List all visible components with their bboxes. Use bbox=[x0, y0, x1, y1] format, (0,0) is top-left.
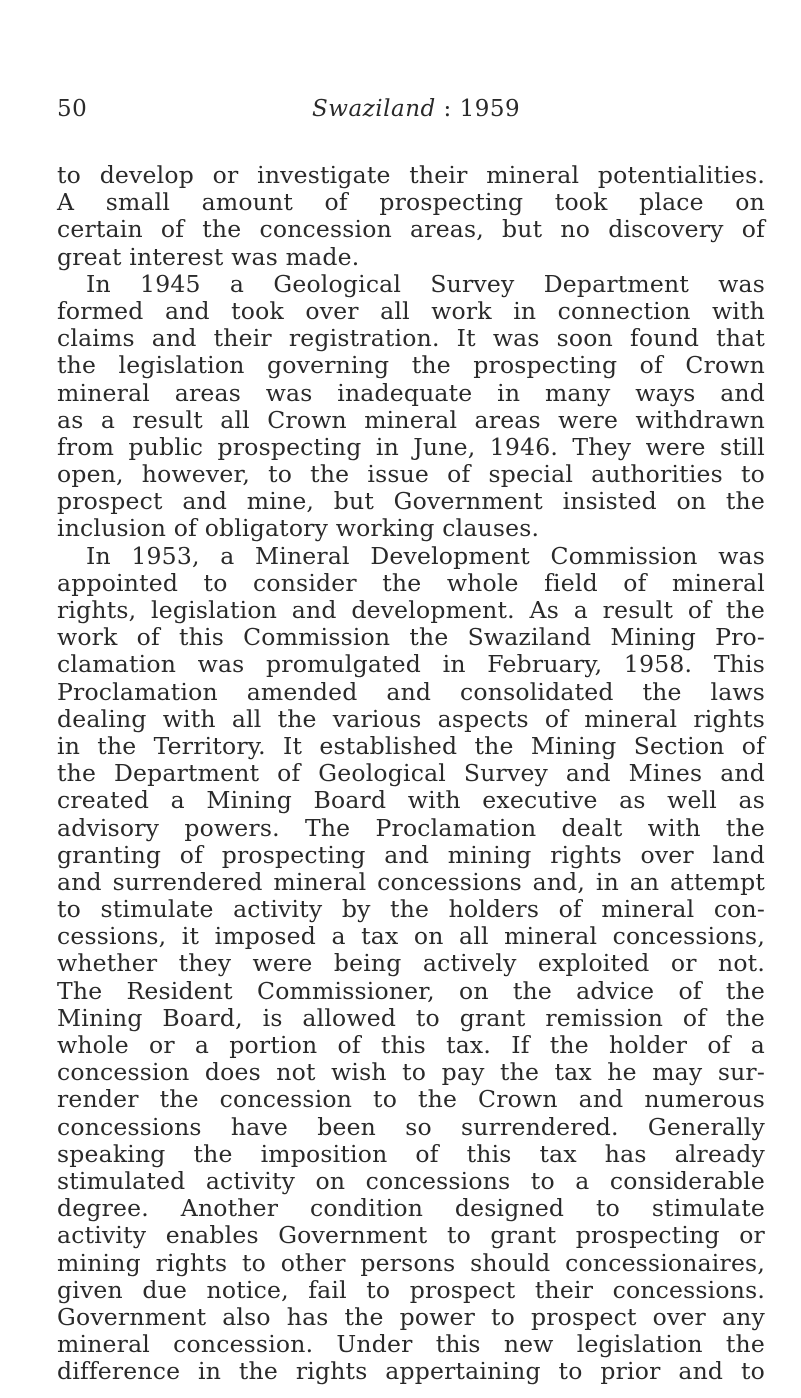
text-line: work of this Commission the Swaziland Mining Pro- bbox=[57, 623, 765, 652]
text-line: and surrendered mineral concessions and, in an attempt bbox=[57, 867, 765, 896]
text-line: open, however, to the issue of special authorities to bbox=[57, 460, 765, 489]
text-line: rights, legislation and development. As a result of the bbox=[57, 596, 765, 624]
text-line: speaking the imposition of this tax has already bbox=[57, 1139, 765, 1168]
text-line: render the concession to the Crown and numerous bbox=[57, 1085, 765, 1114]
running-head-separator: : bbox=[443, 96, 452, 122]
text-line: clamation was promulgated in February, 1958. This bbox=[57, 650, 765, 679]
paragraph-first-line: In 1945 a Geological Survey Department was bbox=[86, 269, 765, 298]
running-header bbox=[0, 96, 801, 132]
text-line: cessions, it imposed a tax on all mineral concessions, bbox=[57, 922, 765, 951]
text-line: inclusion of obligatory working clauses. bbox=[57, 514, 540, 543]
text-line: appointed to consider the whole field of mineral bbox=[57, 568, 765, 597]
text-line: The Resident Commissioner, on the advice of the bbox=[57, 976, 765, 1005]
text-line: prospect and mine, but Government insisted on the bbox=[57, 487, 765, 516]
text-line: Mining Board, is allowed to grant remission of the bbox=[57, 1003, 765, 1032]
text-line: the Department of Geological Survey and Mines and bbox=[57, 759, 765, 788]
text-line: advisory powers. The Proclamation dealt with the bbox=[57, 813, 765, 842]
text-line: difference in the rights appertaining to prior and to bbox=[57, 1357, 765, 1386]
paragraph-first-line: In 1953, a Mineral Development Commission was bbox=[86, 541, 765, 570]
text-line: concession does not wish to pay the tax he may sur- bbox=[57, 1058, 765, 1087]
running-head bbox=[312, 96, 520, 122]
body-text bbox=[57, 162, 765, 1385]
text-line: mining rights to other persons should concessionaires, bbox=[57, 1248, 765, 1277]
text-line: created a Mining Board with executive as well as bbox=[57, 786, 765, 815]
text-line: degree. Another condition designed to stimulate bbox=[57, 1194, 765, 1223]
text-line: to develop or investigate their mineral potentialities. bbox=[57, 161, 765, 189]
text-line: as a result all Crown mineral areas were withdrawn bbox=[57, 405, 765, 434]
text-line: given due notice, fail to prospect their concessions. bbox=[57, 1275, 765, 1304]
text-line: great interest was made. bbox=[57, 242, 360, 271]
text-line: Government also has the power to prospect over any bbox=[57, 1302, 765, 1331]
text-line: activity enables Government to grant prospecting or bbox=[57, 1221, 765, 1250]
page-number: 50 bbox=[57, 96, 88, 122]
text-line: concessions have been so surrendered. Generally bbox=[57, 1112, 765, 1141]
text-line: Proclamation amended and consolidated the laws bbox=[57, 677, 765, 706]
text-line: whole or a portion of this tax. If the holder of a bbox=[57, 1031, 765, 1059]
text-line: stimulated activity on concessions to a considerable bbox=[57, 1166, 765, 1195]
text-line: from public prospecting in June, 1946. They were still bbox=[57, 432, 765, 461]
text-line: dealing with all the various aspects of mineral rights bbox=[57, 704, 765, 733]
text-line: formed and took over all work in connection with bbox=[57, 296, 765, 325]
text-line: mineral areas was inadequate in many ways and bbox=[57, 378, 765, 407]
text-line: claims and their registration. It was soon found that bbox=[57, 324, 765, 353]
text-line: A small amount of prospecting took place on bbox=[57, 188, 765, 217]
text-line: certain of the concession areas, but no discovery of bbox=[57, 215, 765, 244]
text-line: whether they were being actively exploited or not. bbox=[57, 949, 765, 978]
running-head-year: 1959 bbox=[459, 96, 521, 122]
running-head-title: Swaziland bbox=[312, 96, 436, 122]
text-line: the legislation governing the prospecting of Crown bbox=[57, 351, 765, 380]
text-line: mineral concession. Under this new legislation the bbox=[57, 1330, 765, 1359]
text-line: granting of prospecting and mining rights over land bbox=[57, 840, 765, 869]
text-line: in the Territory. It established the Mining Section of bbox=[57, 731, 765, 760]
text-line: to stimulate activity by the holders of mineral con- bbox=[57, 895, 765, 924]
